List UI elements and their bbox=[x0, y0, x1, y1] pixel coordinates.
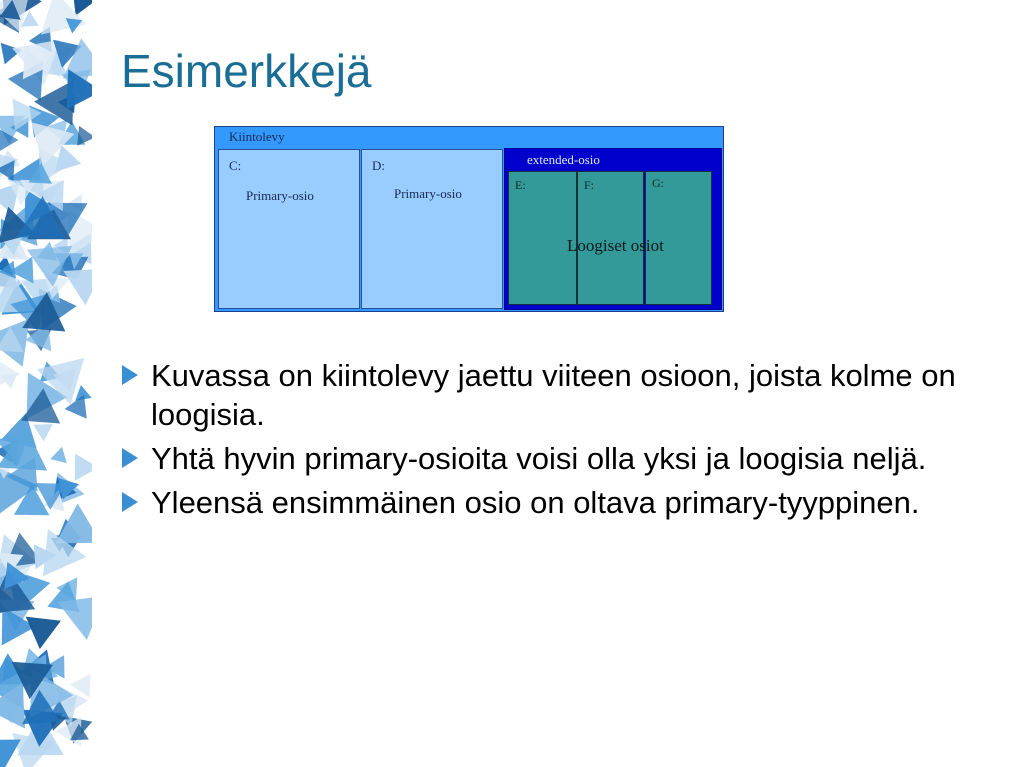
decorative-triangle bbox=[77, 126, 92, 146]
partition-drive-letter: C: bbox=[229, 158, 242, 173]
extended-partition bbox=[504, 148, 722, 310]
decorative-triangle bbox=[58, 596, 92, 640]
bullet-arrow-icon bbox=[122, 448, 138, 468]
bullet-text: Yhtä hyvin primary-osioita voisi olla yksi ja loogisia neljä. bbox=[151, 441, 927, 476]
bullet-item bbox=[119, 439, 999, 478]
partition-drive-letter: D: bbox=[372, 158, 385, 173]
logical-drive-letter: E: bbox=[515, 178, 526, 192]
slide-title: Esimerkkejä bbox=[121, 45, 372, 97]
bullet-text: Yleensä ensimmäinen osio on oltava primary-tyyppinen. bbox=[151, 485, 920, 520]
decorative-triangle bbox=[50, 447, 67, 463]
partition-d bbox=[361, 149, 503, 309]
logical-drive-letter: F: bbox=[584, 178, 595, 192]
bullet-text: Kuvassa on kiintolevy jaettu viiteen osioon, joista kolme on loogisia. bbox=[151, 358, 956, 432]
extended-partition-label: extended-osio bbox=[527, 152, 600, 167]
partition-type-label: Primary-osio bbox=[394, 186, 462, 201]
disk-label: Kiintolevy bbox=[229, 129, 285, 144]
bullet-item bbox=[119, 356, 999, 434]
bullet-item bbox=[119, 483, 999, 522]
hard-disk-diagram bbox=[214, 126, 724, 312]
decorative-triangle bbox=[75, 454, 92, 481]
bullet-list bbox=[119, 356, 999, 527]
decorative-triangle bbox=[0, 740, 21, 767]
logical-partitions-label: Loogiset osiot bbox=[567, 236, 664, 255]
triangle-border-decoration bbox=[0, 0, 92, 767]
decorative-triangle bbox=[33, 424, 53, 441]
partition-c bbox=[218, 149, 360, 309]
decorative-triangle bbox=[63, 269, 92, 305]
bullet-arrow-icon bbox=[122, 492, 138, 512]
bullet-arrow-icon bbox=[122, 365, 138, 385]
partition-type-label: Primary-osio bbox=[246, 188, 314, 203]
logical-drive-letter: G: bbox=[652, 176, 664, 190]
decorative-triangle bbox=[26, 617, 61, 650]
